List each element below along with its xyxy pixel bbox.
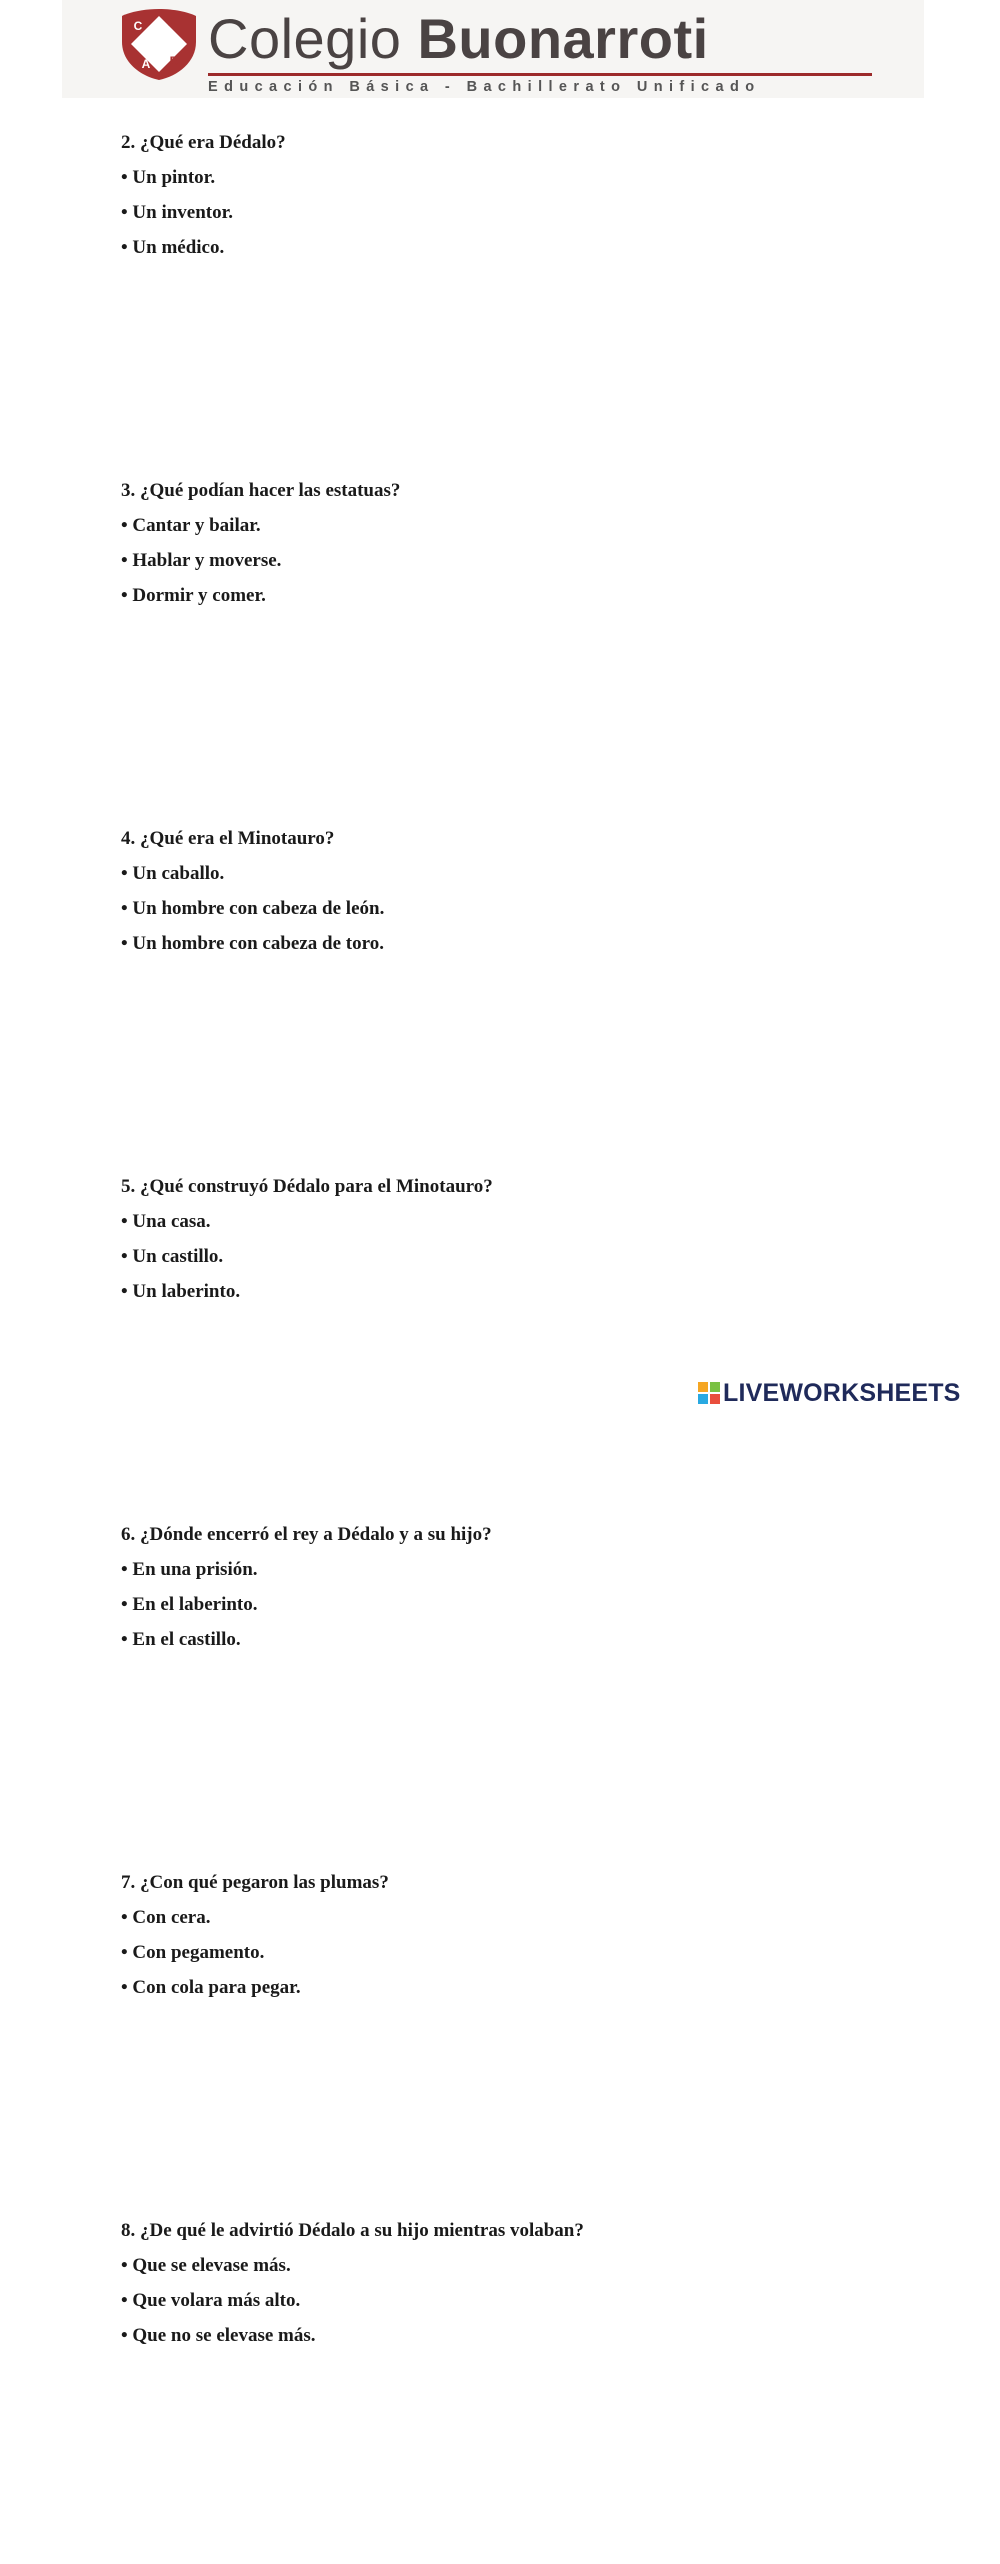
answer-option[interactable]: • Una casa. [121, 1207, 881, 1242]
school-name [208, 8, 709, 70]
answer-option[interactable]: • Que se elevase más. [121, 2251, 881, 2286]
answer-option[interactable]: • En una prisión. [121, 1555, 881, 1590]
school-crest-icon [118, 6, 200, 82]
answer-options [121, 1207, 881, 1312]
question-text: 8. ¿De qué le advirtió Dédalo a su hijo mientras volaban? [121, 2220, 584, 2241]
question-block-6 [121, 1520, 881, 1868]
question-block-3 [121, 476, 881, 824]
answer-options [121, 1903, 881, 2008]
answer-option[interactable]: • En el laberinto. [121, 1590, 881, 1625]
question-block-8 [121, 2216, 881, 2564]
question-block-7 [121, 1868, 881, 2216]
answer-option[interactable]: • Un laberinto. [121, 1277, 881, 1312]
crest-letter-c: C [133, 19, 143, 33]
question-text: 7. ¿Con qué pegaron las plumas? [121, 1872, 389, 1893]
liveworksheets-logo-icon [697, 1381, 721, 1405]
answer-option[interactable]: • Un hombre con cabeza de león. [121, 894, 881, 929]
header-divider [208, 73, 872, 76]
answer-option[interactable]: • Con cera. [121, 1903, 881, 1938]
answer-option[interactable]: • Hablar y moverse. [121, 546, 881, 581]
answer-option[interactable]: • Un pintor. [121, 163, 881, 198]
school-name-first: Colegio [208, 7, 402, 70]
question-block-2 [121, 128, 881, 476]
answer-options [121, 1555, 881, 1660]
answer-option[interactable]: • Un caballo. [121, 859, 881, 894]
answer-option[interactable]: • En el castillo. [121, 1625, 881, 1660]
footer-logo [697, 1380, 961, 1406]
answer-option[interactable]: • Un inventor. [121, 198, 881, 233]
school-name-second: Buonarroti [417, 7, 709, 70]
answer-option[interactable]: • Un hombre con cabeza de toro. [121, 929, 881, 964]
answer-option[interactable]: • Con pegamento. [121, 1938, 881, 1973]
question-text: 6. ¿Dónde encerró el rey a Dédalo y a su hijo? [121, 1524, 492, 1545]
answer-options [121, 163, 881, 268]
question-text: 4. ¿Qué era el Minotauro? [121, 828, 335, 849]
question-text: 2. ¿Qué era Dédalo? [121, 132, 286, 153]
question-text: 3. ¿Qué podían hacer las estatuas? [121, 480, 401, 501]
crest-letter-b: B [169, 54, 179, 68]
school-tagline: Educación Básica - Bachillerato Unificado [208, 79, 761, 95]
quiz-questions [121, 128, 881, 2564]
answer-option[interactable]: • Que no se elevase más. [121, 2321, 881, 2356]
answer-option[interactable]: • Que volara más alto. [121, 2286, 881, 2321]
answer-option[interactable]: • Con cola para pegar. [121, 1973, 881, 2008]
question-block-4 [121, 824, 881, 1172]
answer-option[interactable]: • Un médico. [121, 233, 881, 268]
crest-letter-m: M [168, 15, 178, 29]
answer-option[interactable]: • Dormir y comer. [121, 581, 881, 616]
question-block-5 [121, 1172, 881, 1520]
answer-option[interactable]: • Cantar y bailar. [121, 511, 881, 546]
answer-options [121, 511, 881, 616]
answer-option[interactable]: • Un castillo. [121, 1242, 881, 1277]
question-text: 5. ¿Qué construyó Dédalo para el Minotauro? [121, 1176, 493, 1197]
answer-options [121, 859, 881, 964]
answer-options [121, 2251, 881, 2356]
crest-letter-a: A [141, 57, 151, 71]
footer-brand: LIVEWORKSHEETS [723, 1379, 961, 1407]
